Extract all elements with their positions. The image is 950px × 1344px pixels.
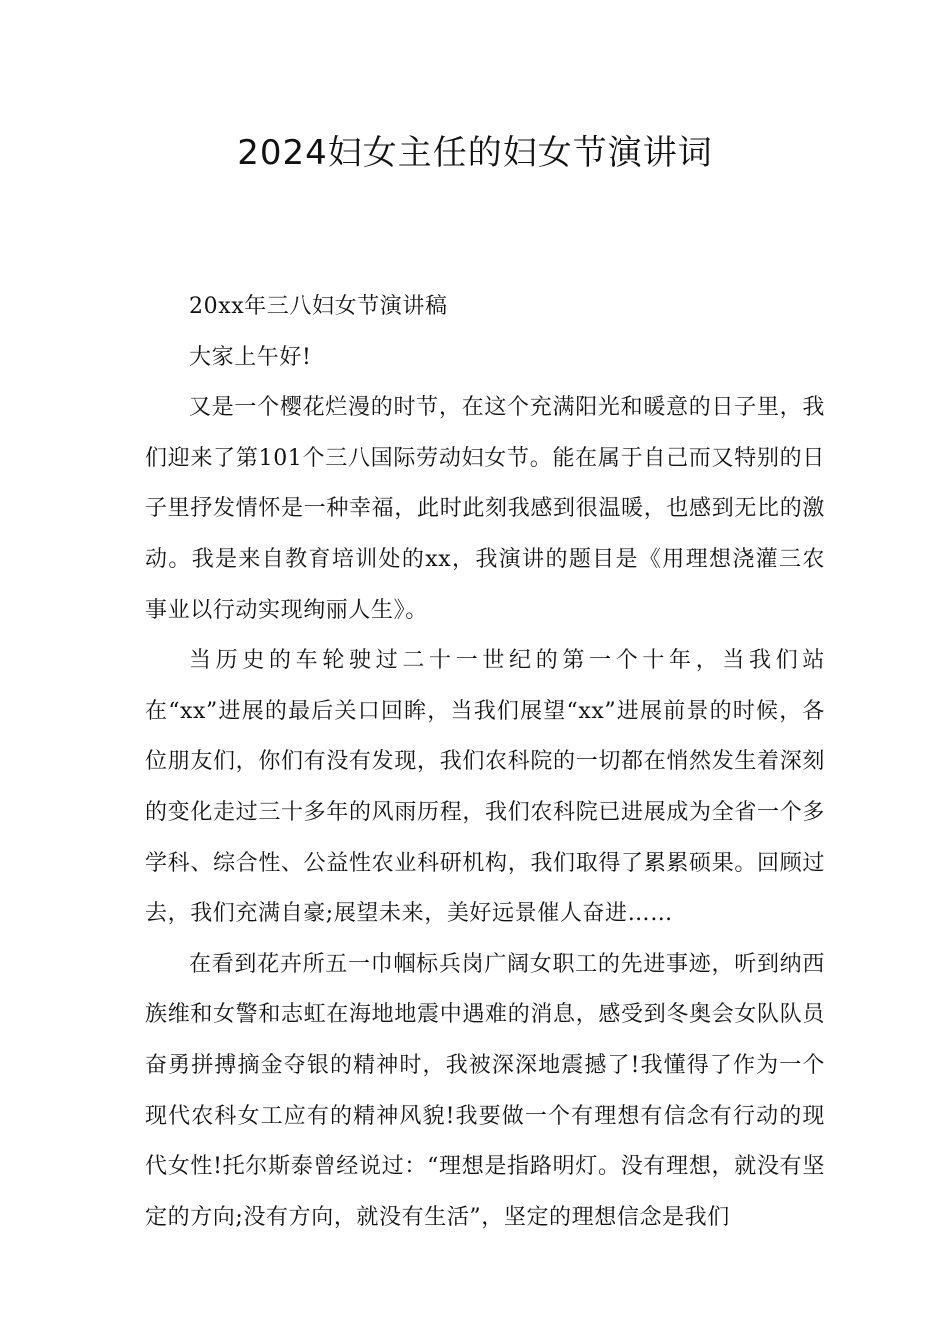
body-paragraph-1: 又是一个樱花烂漫的时节，在这个充满阳光和暖意的日子里，我们迎来了第101个三八国际劳动妇女节。能在属于自己而又特别的日子里抒发情怀是一种幸福，此时此刻我感到很温暖，也感到无比的激动。我是来自教育培训处的xx，我演讲的题目是《用理想浇灌三农事业以行动实现绚丽人生》。: [145, 395, 825, 623]
greeting-paragraph: 大家上午好!: [189, 344, 312, 370]
document-body: [145, 282, 825, 1243]
subtitle-paragraph: 20xx年三八妇女节演讲稿: [189, 294, 448, 319]
body-paragraph-3: 在看到花卉所五一巾帼标兵岗广阔女职工的先进事迹，听到纳西族维和女警和志虹在海地地震中遇难的消息，感受到冬奥会女队队员奋勇拼搏摘金夺银的精神时，我被深深地震撼了!我懂得了作为一个现代农科女工应有的精神风貌!我要做一个有理想有信念有行动的现代女性!托尔斯泰曾经说过：“理想是指路明灯。没有理想，就没有坚定的方向;没有方向，就没有生活”，坚定的理想信念是我们: [145, 951, 825, 1230]
document-title: 2024妇女主任的妇女节演讲词: [237, 133, 713, 173]
body-paragraph-2: 当历史的车轮驶过二十一世纪的第一个十年，当我们站在“xx”进展的最后关口回眸，当我们展望“xx”进展前景的时候，各位朋友们，你们有没有发现，我们农科院的一切都在悄然发生着深刻的变化走过三十多年的风雨历程，我们农科院已进展成为全省一个多学科、综合性、公益性农业科研机构，我们取得了累累硕果。回顾过去，我们充满自豪;展望未来，美好远景催人奋进……: [145, 648, 825, 927]
